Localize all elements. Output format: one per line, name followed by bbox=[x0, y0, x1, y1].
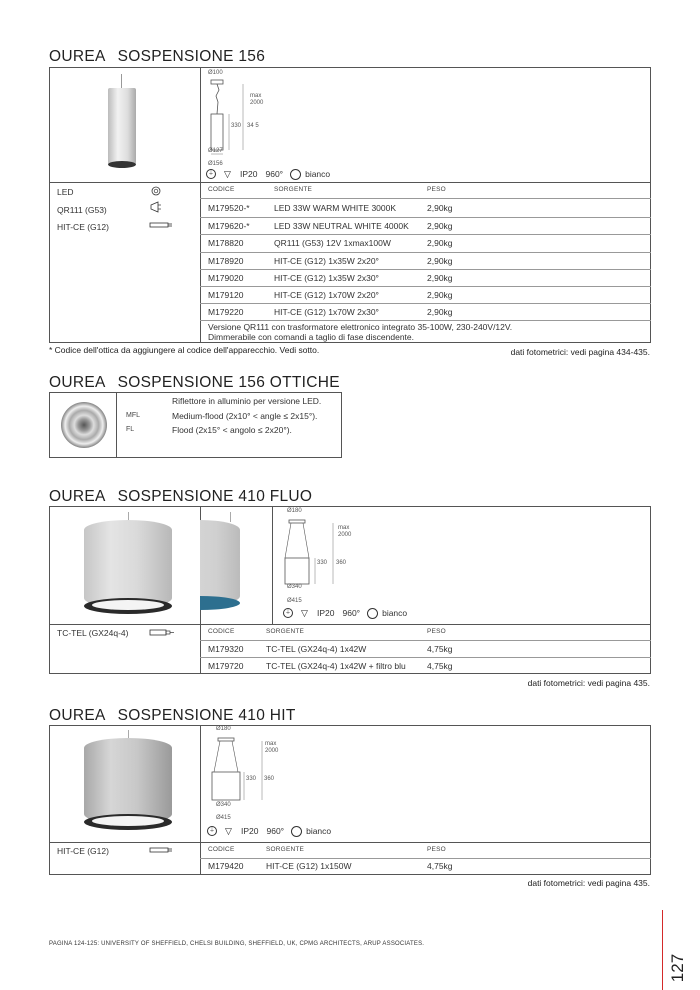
page-accent-rule bbox=[662, 910, 663, 990]
col-header-source: SORGENTE bbox=[266, 846, 305, 853]
row-weight: 4,75kg bbox=[427, 644, 453, 654]
spec-line-156 bbox=[206, 168, 330, 180]
row-source: HIT-CE (G12) 1x35W 2x30° bbox=[274, 273, 379, 283]
color-swatch-icon bbox=[291, 826, 302, 837]
dim-max-label: max bbox=[265, 741, 277, 747]
dim-height-1: 330 bbox=[317, 560, 328, 566]
row-code: M179520-* bbox=[208, 203, 250, 213]
color-label: bianco bbox=[382, 608, 408, 618]
spec-line-410-fluo bbox=[283, 607, 407, 619]
dim-top-diameter: Ø100 bbox=[208, 70, 223, 76]
product-photo-410-fluo bbox=[82, 512, 176, 620]
optics-description: Riflettore in alluminio per versione LED. bbox=[172, 396, 322, 406]
col-header-weight: PESO bbox=[427, 846, 446, 853]
hit-ce-lamp-icon bbox=[150, 223, 172, 227]
row-weight: 2,90kg bbox=[427, 290, 453, 300]
title-brand: OUREA bbox=[49, 488, 106, 505]
ground-icon: ⏚ bbox=[208, 828, 215, 834]
section-title-410-fluo bbox=[49, 488, 312, 506]
row-weight: 4,75kg bbox=[427, 661, 453, 671]
row-source: HIT-CE (G12) 1x70W 2x30° bbox=[274, 307, 379, 317]
dimension-sketch bbox=[212, 736, 292, 806]
ip-rating: IP20 bbox=[240, 169, 258, 179]
row-weight: 2,90kg bbox=[427, 273, 453, 283]
optic-text: Flood (2x15° < angolo ≤ 2x20°). bbox=[172, 425, 292, 435]
row-code: M178920 bbox=[208, 256, 244, 266]
dim-bottom-diameter: Ø415 bbox=[216, 815, 231, 821]
col-header-code: CODICE bbox=[208, 628, 235, 635]
row-source: LED 33W NEUTRAL WHITE 4000K bbox=[274, 221, 409, 231]
qr111-lamp-icon bbox=[151, 202, 161, 212]
source-qr111: QR111 (G53) bbox=[57, 205, 107, 215]
dim-bottom-diameter: Ø415 bbox=[287, 598, 302, 604]
page-number: 127 bbox=[668, 953, 687, 983]
col-header-weight: PESO bbox=[427, 628, 446, 635]
product-photo-156 bbox=[102, 74, 142, 174]
row-source: HIT-CE (G12) 1x150W bbox=[266, 861, 352, 871]
dim-height-2: 34 5 bbox=[247, 123, 259, 129]
product-photo-410-hit bbox=[82, 730, 176, 838]
col-header-code: CODICE bbox=[208, 846, 235, 853]
optic-code: MFL bbox=[126, 412, 140, 419]
row-source: TC-TEL (GX24q-4) 1x42W + filtro blu bbox=[266, 661, 406, 671]
row-code: M179720 bbox=[208, 661, 244, 671]
row-weight: 2,90kg bbox=[427, 203, 453, 213]
glow-wire-rating: 960° bbox=[342, 608, 361, 618]
flammable-surface-icon: ▽ bbox=[301, 607, 308, 618]
optic-code: FL bbox=[126, 426, 135, 433]
dimension-sketch bbox=[205, 78, 275, 158]
section-title-410-hit bbox=[49, 707, 296, 725]
title-brand: OUREA bbox=[49, 707, 106, 724]
source-hit-ce: HIT-CE (G12) bbox=[57, 222, 109, 232]
title-model: SOSPENSIONE 156 bbox=[117, 48, 266, 65]
row-code: M179420 bbox=[208, 861, 244, 871]
section-title-sospensione-156 bbox=[49, 48, 265, 66]
col-header-source: SORGENTE bbox=[274, 186, 313, 193]
row-code: M179320 bbox=[208, 644, 244, 654]
row-weight: 2,90kg bbox=[427, 221, 453, 231]
row-weight: 2,90kg bbox=[427, 256, 453, 266]
color-label: bianco bbox=[306, 826, 332, 836]
dim-height-1: 330 bbox=[231, 123, 242, 129]
col-header-weight: PESO bbox=[427, 186, 446, 193]
row-code: M179220 bbox=[208, 307, 244, 317]
note-transformer: Versione QR111 con trasformatore elettronico integrato 35-100W, 230-240V/12V. bbox=[208, 322, 513, 332]
source-tc-tel: TC-TEL (GX24q-4) bbox=[57, 628, 129, 638]
dim-max-value: 2000 bbox=[265, 748, 279, 754]
flammable-surface-icon: ▽ bbox=[225, 825, 232, 836]
hit-ce-lamp-icon bbox=[150, 848, 172, 852]
photometric-reference: dati fotometrici: vedi pagina 435. bbox=[527, 878, 650, 888]
footnote-optic-code: * Codice dell'ottica da aggiungere al codice dell'apparecchio. Vedi sotto. bbox=[49, 345, 320, 355]
ip-rating: IP20 bbox=[241, 826, 259, 836]
led-source-icon bbox=[152, 187, 160, 195]
dim-max-value: 2000 bbox=[338, 532, 352, 538]
dim-max-value: 2000 bbox=[250, 100, 264, 106]
row-source: TC-TEL (GX24q-4) 1x42W bbox=[266, 644, 367, 654]
dimension-sketch bbox=[283, 518, 363, 588]
title-brand: OUREA bbox=[49, 48, 106, 65]
dim-height-2: 360 bbox=[264, 776, 275, 782]
ip-rating: IP20 bbox=[317, 608, 335, 618]
ground-icon: ⏚ bbox=[284, 610, 291, 616]
dim-mid-diameter: Ø127 bbox=[208, 148, 223, 154]
color-label: bianco bbox=[305, 169, 331, 179]
dimension-drawing-410-hit bbox=[212, 726, 292, 828]
col-header-code: CODICE bbox=[208, 186, 235, 193]
title-brand: OUREA bbox=[49, 374, 106, 391]
dim-mid-diameter: Ø340 bbox=[287, 584, 302, 590]
title-model: SOSPENSIONE 410 HIT bbox=[117, 707, 296, 724]
photo-credit: PAGINA 124-125: UNIVERSITY OF SHEFFIELD, CHELSI BUILDING, SHEFFIELD, UK, CPMG ARCHITECTS, ARUP ASSOCIATES. bbox=[49, 941, 425, 947]
ground-icon: ⏚ bbox=[207, 171, 214, 177]
row-weight: 4,75kg bbox=[427, 861, 453, 871]
row-code: M178820 bbox=[208, 238, 244, 248]
spec-line-410-hit bbox=[207, 825, 331, 837]
title-model: SOSPENSIONE 156 OTTICHE bbox=[117, 374, 340, 391]
reflector-photo bbox=[61, 402, 107, 448]
source-hit-ce: HIT-CE (G12) bbox=[57, 846, 109, 856]
photometric-reference: dati fotometrici: vedi pagina 434-435. bbox=[510, 347, 650, 357]
note-dimmable: Dimmerabile con comandi a taglio di fase discendente. bbox=[208, 332, 415, 342]
flammable-surface-icon: ▽ bbox=[224, 168, 231, 179]
section-title-ottiche bbox=[49, 374, 340, 392]
title-model: SOSPENSIONE 410 FLUO bbox=[117, 488, 313, 505]
dimension-drawing-410-fluo bbox=[283, 508, 363, 610]
row-code: M179120 bbox=[208, 290, 244, 300]
row-weight: 2,90kg bbox=[427, 307, 453, 317]
row-source: QR111 (G53) 12V 1xmax100W bbox=[274, 238, 391, 248]
dim-top-diameter: Ø180 bbox=[216, 726, 231, 732]
row-source: HIT-CE (G12) 1x70W 2x20° bbox=[274, 290, 379, 300]
glow-wire-rating: 960° bbox=[265, 169, 284, 179]
source-led: LED bbox=[57, 187, 74, 197]
dim-height-1: 330 bbox=[246, 776, 257, 782]
color-swatch-icon bbox=[290, 169, 301, 180]
glow-wire-rating: 960° bbox=[266, 826, 285, 836]
dim-max-label: max bbox=[250, 93, 262, 99]
color-swatch-icon bbox=[367, 608, 378, 619]
photometric-reference: dati fotometrici: vedi pagina 435. bbox=[527, 678, 650, 688]
row-source: HIT-CE (G12) 1x35W 2x20° bbox=[274, 256, 379, 266]
dim-mid-diameter: Ø340 bbox=[216, 802, 231, 808]
tc-tel-lamp-icon bbox=[150, 630, 174, 635]
row-weight: 2,90kg bbox=[427, 238, 453, 248]
row-code: M179620-* bbox=[208, 221, 250, 231]
dim-height-2: 360 bbox=[336, 560, 347, 566]
product-photo-410-fluo-blue bbox=[200, 512, 240, 620]
dimension-drawing-156 bbox=[205, 70, 275, 172]
dim-top-diameter: Ø180 bbox=[287, 508, 302, 514]
dim-bottom-diameter: Ø156 bbox=[208, 161, 223, 167]
optic-text: Medium-flood (2x10° < angle ≤ 2x15°). bbox=[172, 411, 318, 421]
col-header-source: SORGENTE bbox=[266, 628, 305, 635]
row-source: LED 33W WARM WHITE 3000K bbox=[274, 203, 397, 213]
row-code: M179020 bbox=[208, 273, 244, 283]
dim-max-label: max bbox=[338, 525, 350, 531]
